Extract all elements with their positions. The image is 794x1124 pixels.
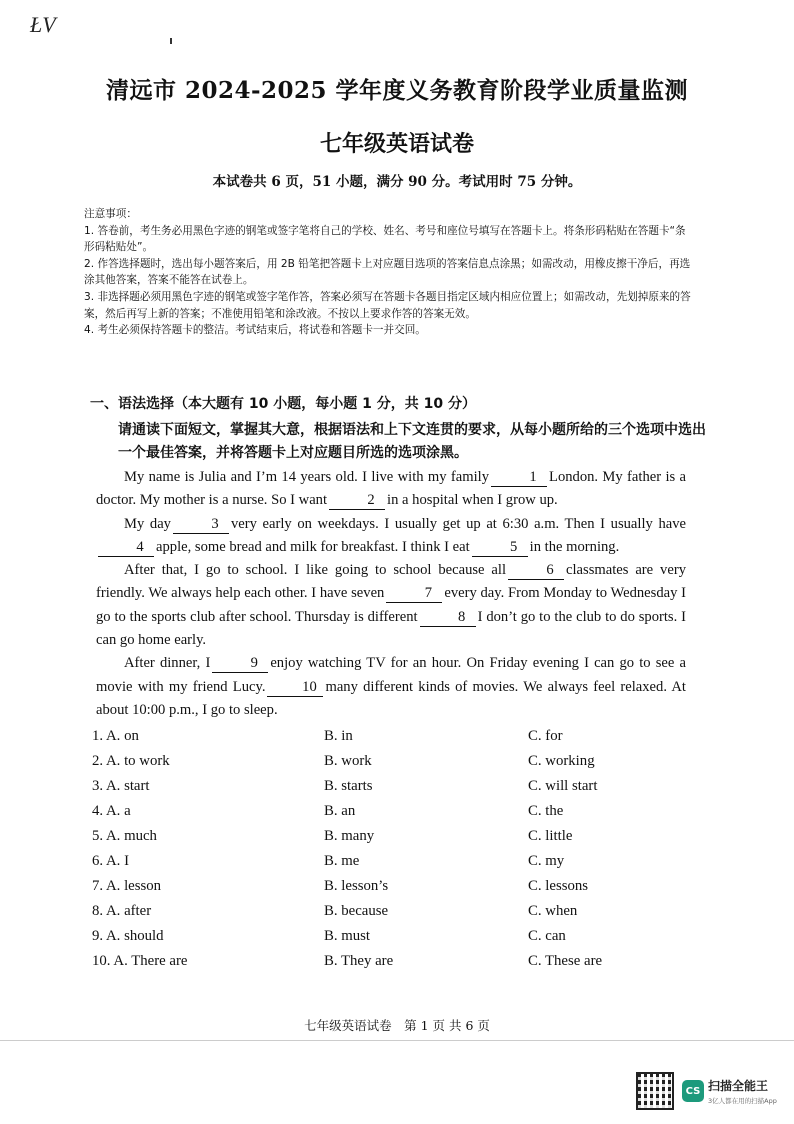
option-a: 1. A. on bbox=[92, 728, 139, 744]
option-b: B. me bbox=[324, 853, 360, 869]
option-c: C. will start bbox=[528, 778, 598, 794]
passage-text: in a hospital when I grow up. bbox=[387, 492, 558, 509]
option-b: B. in bbox=[324, 728, 353, 744]
blank-6: 6 bbox=[508, 561, 564, 580]
question-row bbox=[92, 928, 652, 953]
blank-10: 10 bbox=[267, 678, 323, 697]
notes-heading: 注意事项： bbox=[84, 208, 137, 220]
passage-paragraph-2 bbox=[96, 513, 686, 560]
option-b: B. an bbox=[324, 803, 356, 819]
passage-paragraph-1 bbox=[96, 466, 686, 513]
question-row bbox=[92, 803, 652, 828]
question-row bbox=[92, 878, 652, 903]
blank-3: 3 bbox=[173, 515, 229, 534]
exam-info: 本试卷共 6 页，51 小题，满分 90 分。考试用时 75 分钟。 bbox=[212, 174, 582, 190]
option-c: C. little bbox=[528, 828, 573, 844]
question-row bbox=[92, 753, 652, 778]
blank-7: 7 bbox=[386, 584, 442, 603]
passage-paragraph-3 bbox=[96, 559, 686, 652]
passage-text: very early on weekdays. I usually get up at 6:30 a.m. Then I usually have bbox=[230, 515, 686, 532]
blank-9: 9 bbox=[212, 654, 268, 673]
option-b: B. many bbox=[324, 828, 375, 844]
exam-title: 清远市 2024-2025 学年度义务教育阶段学业质量监测 bbox=[105, 77, 689, 104]
blank-2: 2 bbox=[329, 491, 385, 510]
option-c: C. lessons bbox=[528, 878, 589, 894]
blank-5: 5 bbox=[472, 538, 528, 557]
option-c: C. for bbox=[528, 728, 563, 744]
option-a: 4. A. a bbox=[92, 803, 131, 819]
handwritten-corner-mark: ŁV bbox=[30, 12, 56, 37]
passage-text: apple, some bread and milk for breakfast. I think I eat bbox=[156, 538, 470, 555]
question-options bbox=[92, 728, 652, 978]
question-row bbox=[92, 728, 652, 753]
passage-paragraph-4 bbox=[96, 652, 686, 722]
option-a: 7. A. lesson bbox=[92, 878, 162, 894]
section-title: 一、语法选择（本大题有 10 小题，每小题 1 分，共 10 分） bbox=[90, 396, 476, 412]
option-c: C. can bbox=[528, 928, 566, 944]
scanner-text bbox=[708, 1077, 777, 1105]
question-row bbox=[92, 953, 652, 978]
question-row bbox=[92, 903, 652, 928]
passage-text: I don’t go to the club to do sports. I can go home early. bbox=[96, 608, 686, 649]
passage-text: many different kinds of movies. We always feel relaxed. At about 10:00 p.m., I go to sleep. bbox=[96, 678, 686, 718]
blank-8: 8 bbox=[420, 608, 476, 627]
option-c: C. my bbox=[528, 853, 565, 869]
note-item-1: 1. 答卷前，考生务必用黑色字迹的钢笔或签字笔将自己的学校、姓名、考号和座位号填写在答题卡上。将条形码粘贴在答题卡“条形码粘贴处”。 bbox=[84, 224, 686, 254]
scanner-watermark bbox=[636, 1072, 777, 1110]
option-b: B. They are bbox=[324, 953, 394, 969]
option-a: 3. A. start bbox=[92, 778, 150, 794]
option-a: 8. A. after bbox=[92, 903, 152, 919]
page-footer: 七年级英语试卷 第 1 页 共 6 页 bbox=[304, 1018, 490, 1033]
passage-text: every day. From Monday to Wednesday I go to the sports club after school. Thursday is different bbox=[96, 585, 686, 625]
passage-text: London. My father is a doctor. My mother is a nurse. So I want bbox=[96, 469, 687, 509]
scanner-slogan: 3亿人都在用的扫描App bbox=[708, 1097, 777, 1105]
camscanner-logo-icon: CS bbox=[682, 1080, 704, 1102]
option-a: 5. A. much bbox=[92, 828, 157, 844]
option-b: B. because bbox=[324, 903, 389, 919]
passage-text: My name is Julia and I’m 14 years old. I live with my family bbox=[124, 469, 490, 485]
passage-text: in the morning. bbox=[529, 538, 620, 555]
footer-divider bbox=[0, 1040, 794, 1041]
passage-text: My day bbox=[124, 515, 171, 532]
option-c: C. These are bbox=[528, 953, 603, 969]
option-b: B. must bbox=[324, 928, 371, 944]
option-c: C. when bbox=[528, 903, 578, 919]
option-a: 10. A. There are bbox=[92, 953, 188, 969]
exam-subject-title: 七年级英语试卷 bbox=[319, 131, 474, 157]
question-row bbox=[92, 828, 652, 853]
passage-text: classmates are very friendly. We always help each other. I have seven bbox=[96, 562, 686, 602]
option-a: 6. A. I bbox=[92, 853, 129, 869]
note-item-4: 4. 考生必须保持答题卡的整洁。考试结束后，将试卷和答题卡一并交回。 bbox=[84, 324, 426, 337]
option-b: B. work bbox=[324, 753, 372, 769]
qr-code-icon bbox=[636, 1072, 674, 1110]
option-b: B. starts bbox=[324, 778, 373, 794]
blank-1: 1 bbox=[491, 468, 547, 487]
exam-notes bbox=[84, 206, 694, 339]
passage-text: After that, I go to school. I like going to school because all bbox=[124, 562, 507, 579]
section-grammar bbox=[90, 393, 710, 465]
scanner-app-name: 扫描全能王 bbox=[708, 1079, 769, 1093]
note-item-2: 2. 作答选择题时，选出每小题答案后，用 2B 铅笔把答题卡上对应题目选项的答案信息点涂黑；如需改动，用橡皮擦干净后，再选涂其他答案，答案不能答在试卷上。 bbox=[84, 257, 691, 287]
option-a: 9. A. should bbox=[92, 928, 164, 944]
ink-dot bbox=[170, 38, 172, 44]
passage-text: enjoy watching TV for an hour. On Friday evening I can go to see a movie with my friend Lucy. bbox=[96, 655, 687, 695]
option-b: B. lesson’s bbox=[324, 878, 389, 894]
question-row bbox=[92, 778, 652, 803]
exam-header bbox=[0, 72, 794, 190]
cloze-passage bbox=[96, 466, 686, 722]
section-instruction: 请通读下面短文，掌握其大意，根据语法和上下文连贯的要求，从每小题所给的三个选项中选出一个最佳答案，并将答题卡上对应题目所选的选项涂黑。 bbox=[118, 422, 706, 461]
passage-text: After dinner, I bbox=[124, 655, 211, 672]
note-item-3: 3. 非选择题必须用黑色字迹的钢笔或签字笔作答，答案必须写在答题卡各题目指定区域内相应位置上；如需改动，先划掉原来的答案，然后再写上新的答案；不准使用铅笔和涂改液。不按以上要求作答的答案无效。 bbox=[84, 290, 691, 320]
option-a: 2. A. to work bbox=[92, 753, 170, 769]
question-row bbox=[92, 853, 652, 878]
blank-4: 4 bbox=[98, 538, 154, 557]
option-c: C. working bbox=[528, 753, 595, 769]
option-c: C. the bbox=[528, 803, 564, 819]
